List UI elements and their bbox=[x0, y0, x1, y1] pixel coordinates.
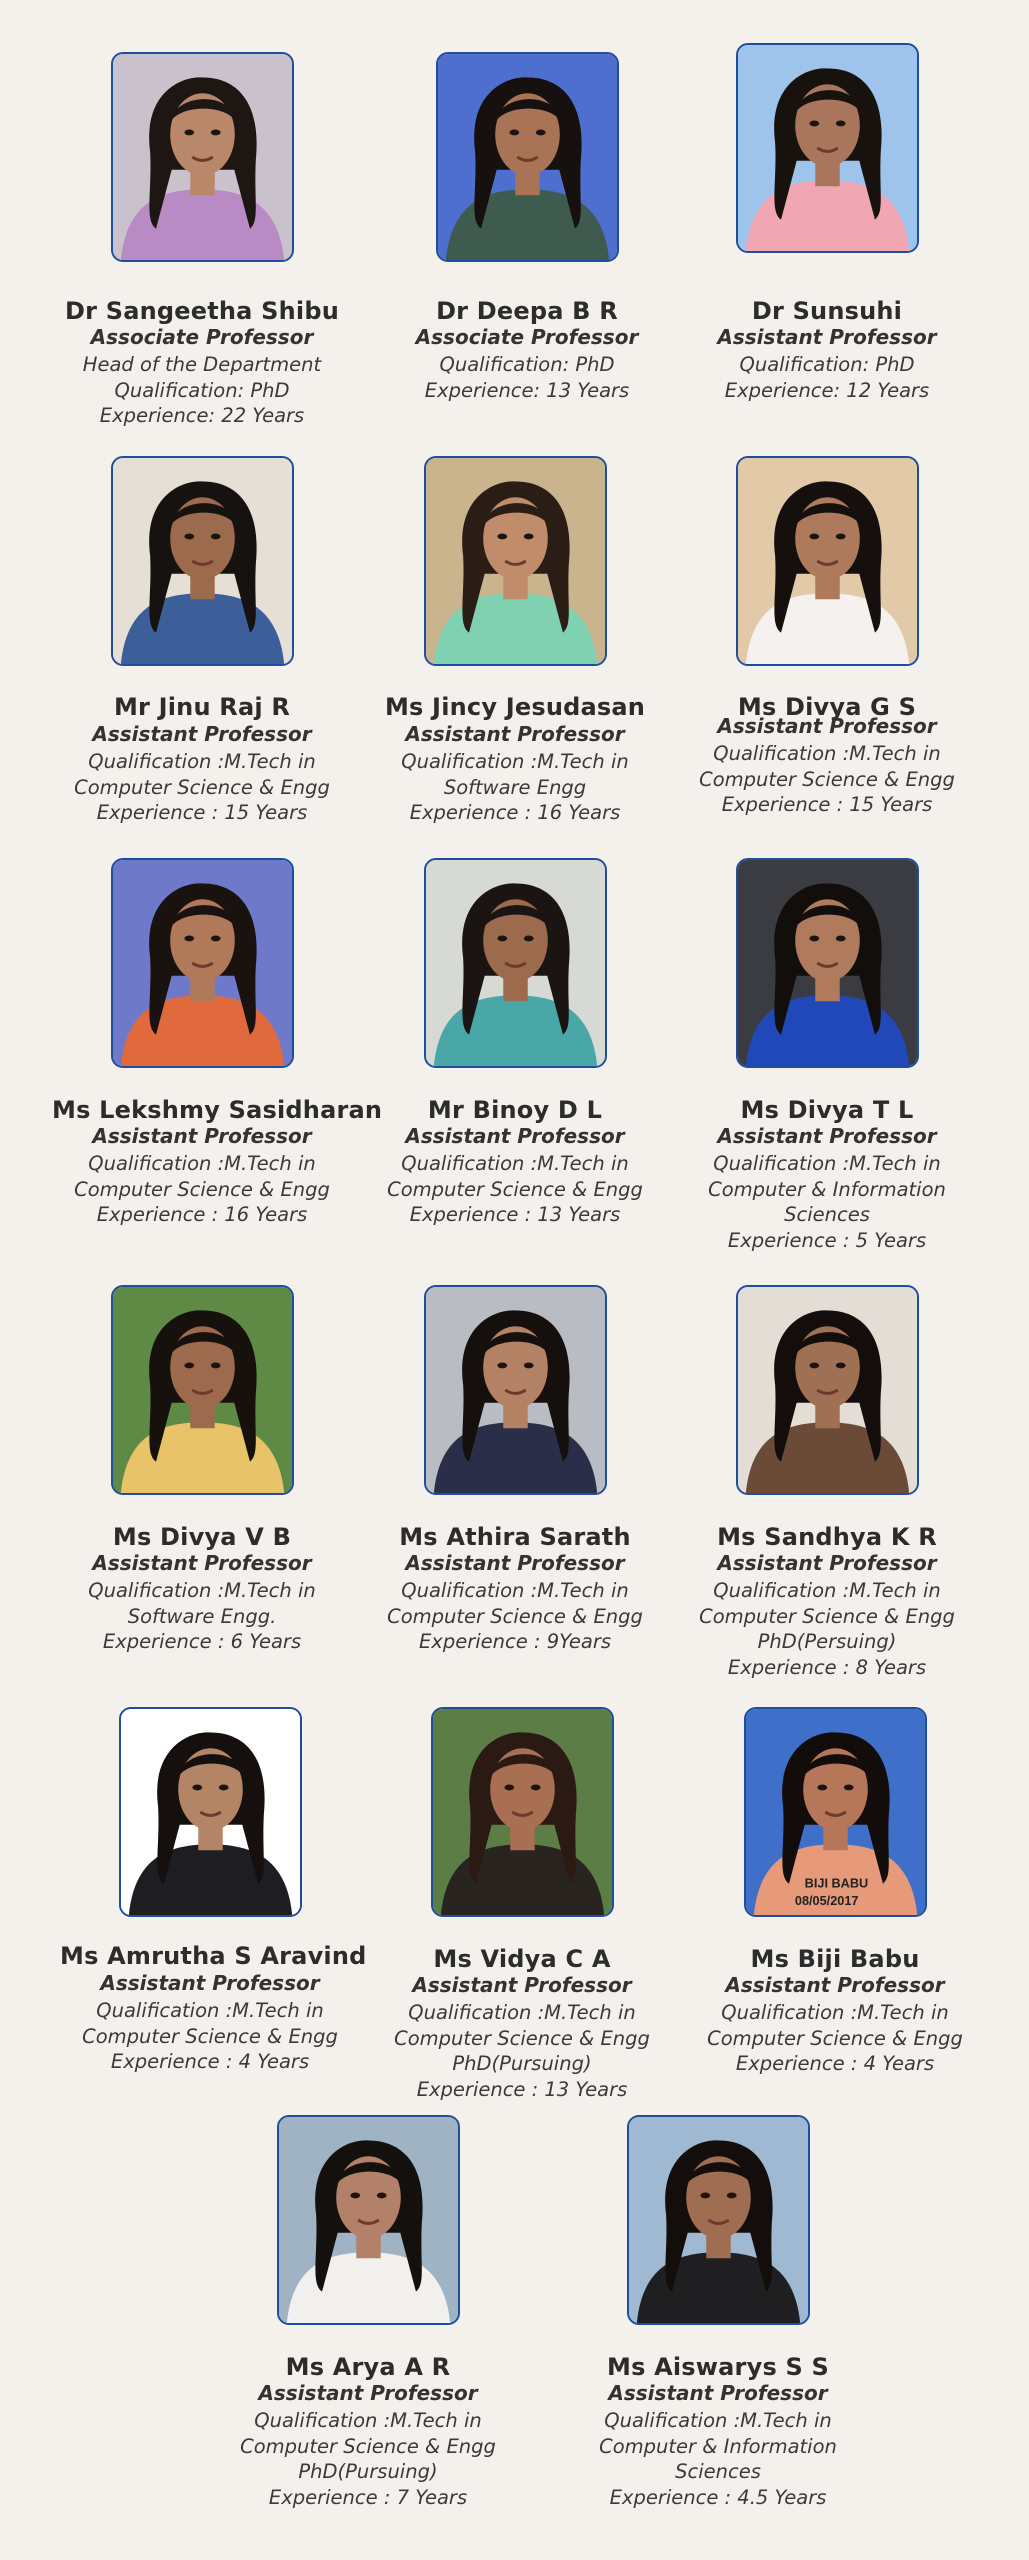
faculty-photo bbox=[111, 456, 294, 666]
svg-text:BIJI BABU: BIJI BABU bbox=[804, 1875, 868, 1891]
faculty-detail-line: Experience : 4 Years bbox=[735, 2052, 935, 2075]
faculty-name: Ms Divya T L bbox=[740, 1096, 914, 1124]
faculty-name: Ms Jincy Jesudasan bbox=[384, 693, 646, 721]
faculty-photo bbox=[736, 43, 919, 253]
faculty-4-portrait-icon bbox=[113, 458, 292, 664]
faculty-7-portrait-icon bbox=[113, 860, 292, 1066]
faculty-detail-line: Experience : 9Years bbox=[418, 1630, 611, 1653]
faculty-designation: Assistant Professor bbox=[405, 1124, 625, 1148]
faculty-name: Ms Aiswarys S S bbox=[606, 2353, 830, 2381]
faculty-detail-line: Computer Science & Engg bbox=[699, 767, 955, 791]
faculty-detail-line: Experience : 13 Years bbox=[416, 2077, 628, 2101]
faculty-detail-line: Qualification: PhD bbox=[114, 378, 290, 402]
faculty-name: Dr Deepa B R bbox=[436, 297, 618, 325]
faculty-detail-line: PhD(Pursuing) bbox=[452, 2052, 592, 2075]
faculty-detail-line: Computer Science & Engg bbox=[387, 1604, 643, 1628]
faculty-name: Ms Divya G S bbox=[737, 693, 917, 721]
faculty-name: Ms Vidya C A bbox=[433, 1945, 611, 1973]
faculty-detail-line: Computer Science & Engg bbox=[707, 2026, 963, 2050]
faculty-6-portrait-icon bbox=[738, 458, 917, 664]
faculty-detail-line: Experience : 8 Years bbox=[727, 1655, 927, 1679]
faculty-detail-line: Qualification :M.Tech in bbox=[721, 2001, 949, 2024]
faculty-name: Ms Amrutha S Aravind bbox=[60, 1942, 367, 1970]
faculty-designation: Assistant Professor bbox=[92, 722, 312, 746]
faculty-photo bbox=[424, 456, 607, 666]
faculty-photo bbox=[111, 52, 294, 262]
faculty-detail-line: Computer Science & Engg bbox=[387, 1177, 643, 1201]
faculty-designation: Assistant Professor bbox=[725, 1973, 945, 1997]
faculty-detail-line: Experience: 13 Years bbox=[424, 378, 630, 402]
faculty-photo bbox=[736, 456, 919, 666]
faculty-detail-line: Qualification :M.Tech in bbox=[713, 742, 941, 765]
faculty-name: Ms Athira Sarath bbox=[399, 1523, 631, 1551]
faculty-detail-line: Computer Science & Engg bbox=[240, 2434, 496, 2458]
faculty-designation: Associate Professor bbox=[415, 325, 639, 349]
faculty-photo bbox=[424, 1285, 607, 1495]
faculty-detail-line: Sciences bbox=[784, 1203, 870, 1226]
faculty-17-portrait-icon bbox=[629, 2117, 808, 2323]
faculty-detail-line: Head of the Department bbox=[82, 353, 322, 376]
faculty-detail-line: Computer Science & Engg bbox=[394, 2026, 650, 2050]
faculty-photo bbox=[736, 1285, 919, 1495]
faculty-detail-line: Qualification :M.Tech in bbox=[408, 2001, 636, 2024]
faculty-photo bbox=[424, 858, 607, 1068]
faculty-designation: Assistant Professor bbox=[608, 2381, 828, 2405]
faculty-5-portrait-icon bbox=[426, 458, 605, 664]
faculty-photo bbox=[627, 2115, 810, 2325]
faculty-designation: Assistant Professor bbox=[717, 1551, 937, 1575]
faculty-detail-line: Experience: 22 Years bbox=[99, 404, 305, 427]
faculty-detail-line: Computer Science & Engg bbox=[74, 775, 330, 799]
faculty-name: Ms Sandhya K R bbox=[717, 1523, 937, 1551]
faculty-9-portrait-icon bbox=[738, 860, 917, 1066]
faculty-name: Mr Jinu Raj R bbox=[113, 693, 291, 721]
faculty-detail-line: Sciences bbox=[675, 2460, 761, 2483]
faculty-detail-line: Experience : 4 Years bbox=[110, 2050, 310, 2073]
faculty-detail-line: Experience : 15 Years bbox=[721, 793, 933, 816]
faculty-detail-line: PhD(Pursuing) bbox=[298, 2460, 438, 2483]
faculty-detail-line: Experience : 15 Years bbox=[96, 801, 308, 824]
faculty-designation: Assistant Professor bbox=[412, 1973, 632, 1997]
faculty-detail-line: Computer & Information bbox=[599, 2434, 837, 2458]
faculty-name: Mr Binoy D L bbox=[427, 1096, 603, 1124]
faculty-10-portrait-icon bbox=[113, 1287, 292, 1493]
faculty-detail-line: Experience : 5 Years bbox=[727, 1228, 927, 1252]
faculty-designation: Assistant Professor bbox=[92, 1551, 312, 1575]
faculty-14-portrait-icon bbox=[433, 1709, 612, 1915]
faculty-detail-line: Qualification: PhD bbox=[439, 353, 615, 376]
faculty-detail-line: Computer & Information bbox=[708, 1177, 946, 1201]
faculty-name: Ms Biji Babu bbox=[750, 1945, 920, 1973]
faculty-name: Ms Arya A R bbox=[285, 2353, 451, 2381]
faculty-detail-line: Computer Science & Engg bbox=[82, 2024, 338, 2048]
faculty-detail-line: Qualification :M.Tech in bbox=[604, 2409, 832, 2432]
faculty-8-portrait-icon bbox=[426, 860, 605, 1066]
faculty-photo bbox=[277, 2115, 460, 2325]
faculty-15-portrait-icon bbox=[746, 1709, 925, 1915]
svg-text:08/05/2017: 08/05/2017 bbox=[794, 1893, 858, 1909]
faculty-designation: Assistant Professor bbox=[717, 714, 937, 738]
faculty-detail-line: Qualification :M.Tech in bbox=[401, 1579, 629, 1602]
faculty-name: Ms Lekshmy Sasidharan bbox=[52, 1096, 383, 1124]
faculty-photo bbox=[111, 1285, 294, 1495]
faculty-detail-line: Qualification :M.Tech in bbox=[401, 1152, 629, 1175]
faculty-detail-line: Qualification :M.Tech in bbox=[713, 1152, 941, 1175]
faculty-name: Dr Sunsuhi bbox=[751, 297, 903, 325]
faculty-3-portrait-icon bbox=[738, 45, 917, 251]
faculty-detail-line: Qualification :M.Tech in bbox=[88, 1152, 316, 1175]
faculty-photo bbox=[436, 52, 619, 262]
faculty-12-portrait-icon bbox=[738, 1287, 917, 1493]
faculty-designation: Assistant Professor bbox=[100, 1971, 320, 1995]
faculty-detail-line: Qualification :M.Tech in bbox=[713, 1579, 941, 1602]
faculty-1-portrait-icon bbox=[113, 54, 292, 260]
faculty-photo bbox=[119, 1707, 302, 1917]
faculty-designation: Assistant Professor bbox=[405, 722, 625, 746]
faculty-name: Dr Sangeetha Shibu bbox=[65, 297, 339, 325]
faculty-designation: Assistant Professor bbox=[258, 2381, 478, 2405]
faculty-detail-line: Qualification :M.Tech in bbox=[88, 750, 316, 773]
faculty-detail-line: Qualification: PhD bbox=[739, 353, 915, 376]
faculty-16-portrait-icon bbox=[279, 2117, 458, 2323]
faculty-detail-line: Experience : 16 Years bbox=[409, 801, 621, 824]
faculty-detail-line: Qualification :M.Tech in bbox=[96, 1999, 324, 2022]
faculty-photo bbox=[744, 1707, 927, 1917]
faculty-detail-line: Experience : 13 Years bbox=[409, 1203, 621, 1226]
faculty-11-portrait-icon bbox=[426, 1287, 605, 1493]
faculty-detail-line: PhD(Persuing) bbox=[757, 1630, 897, 1653]
faculty-detail-line: Qualification :M.Tech in bbox=[401, 750, 629, 773]
faculty-photo bbox=[431, 1707, 614, 1917]
faculty-designation: Assistant Professor bbox=[717, 1124, 937, 1148]
faculty-designation: Assistant Professor bbox=[717, 325, 937, 349]
faculty-name: Ms Divya V B bbox=[112, 1523, 292, 1551]
faculty-photo bbox=[111, 858, 294, 1068]
faculty-detail-line: Computer Science & Engg bbox=[699, 1604, 955, 1628]
faculty-designation: Assistant Professor bbox=[92, 1124, 312, 1148]
faculty-detail-line: Software Engg. bbox=[127, 1604, 277, 1628]
faculty-detail-line: Qualification :M.Tech in bbox=[88, 1579, 316, 1602]
faculty-2-portrait-icon bbox=[438, 54, 617, 260]
faculty-detail-line: Software Engg bbox=[443, 775, 587, 799]
faculty-detail-line: Experience : 6 Years bbox=[102, 1630, 302, 1653]
faculty-designation: Associate Professor bbox=[90, 325, 314, 349]
faculty-detail-line: Experience: 12 Years bbox=[724, 378, 930, 402]
faculty-13-portrait-icon bbox=[121, 1709, 300, 1915]
faculty-detail-line: Qualification :M.Tech in bbox=[254, 2409, 482, 2432]
faculty-detail-line: Computer Science & Engg bbox=[74, 1177, 330, 1201]
faculty-detail-line: Experience : 7 Years bbox=[268, 2485, 468, 2509]
faculty-photo bbox=[736, 858, 919, 1068]
faculty-detail-line: Experience : 16 Years bbox=[96, 1203, 308, 1226]
faculty-designation: Assistant Professor bbox=[405, 1551, 625, 1575]
faculty-detail-line: Experience : 4.5 Years bbox=[609, 2485, 827, 2509]
